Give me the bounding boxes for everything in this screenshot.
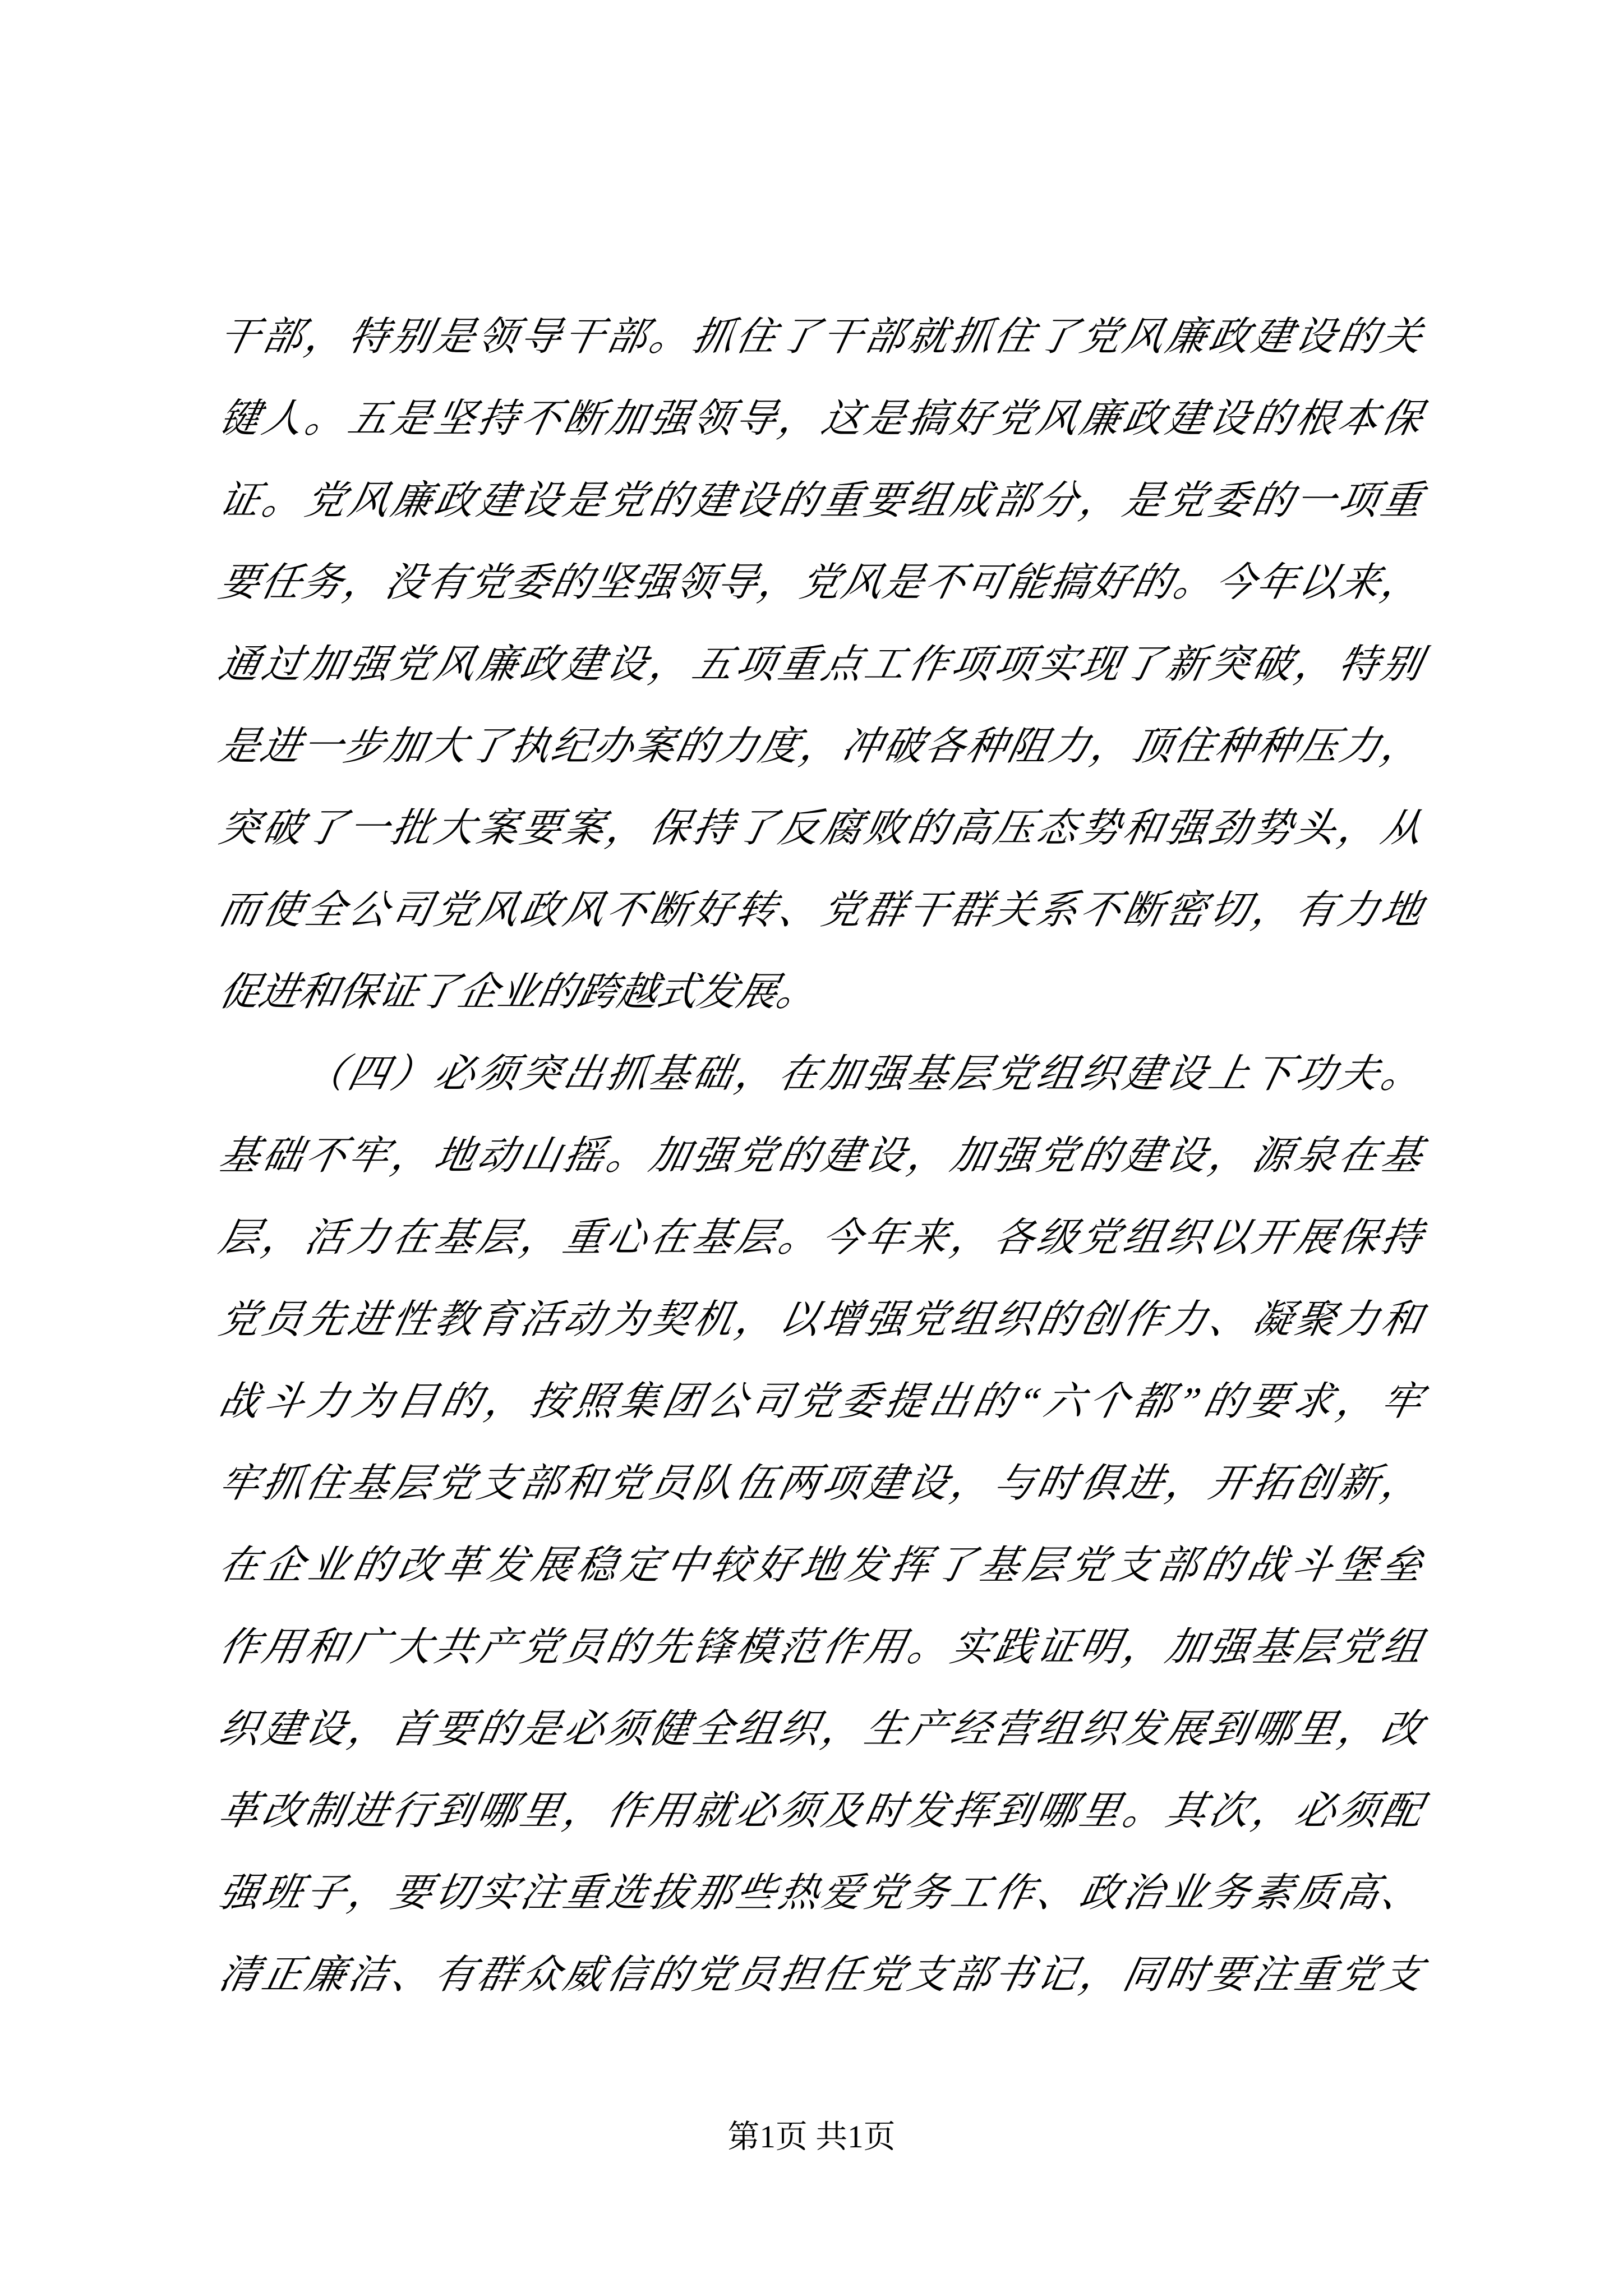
text-line: 要任务，没有党委的坚强领导，党风是不可能搞好的。今年以来，	[215, 561, 1427, 605]
text-line: 清正廉洁、有群众威信的党员担任党支部书记，同时要注重党支	[215, 1953, 1427, 1997]
text-line: 在企业的改革发展稳定中较好地发挥了基层党支部的战斗堡垒	[215, 1544, 1427, 1588]
text-line: 突破了一批大案要案，保持了反腐败的高压态势和强劲势头，从	[215, 807, 1427, 850]
text-line: 键人。五是坚持不断加强领导，这是搞好党风廉政建设的根本保	[215, 397, 1427, 441]
text-line: 干部，特别是领导干部。抓住了干部就抓住了党风廉政建设的关	[215, 315, 1427, 359]
text-line: 牢抓住基层党支部和党员队伍两项建设，与时俱进，开拓创新，	[215, 1462, 1427, 1506]
text-line: （四）必须突出抓基础，在加强基层党组织建设上下功夫。	[301, 1052, 1427, 1096]
text-line: 基础不牢，地动山摇。加强党的建设，加强党的建设，源泉在基	[215, 1134, 1427, 1178]
text-line: 作用和广大共产党员的先锋模范作用。实践证明，加强基层党组	[215, 1626, 1427, 1669]
text-line: 证。党风廉政建设是党的建设的重要组成部分，是党委的一项重	[215, 479, 1427, 523]
text-line: 强班子，要切实注重选拔那些热爱党务工作、政治业务素质高、	[215, 1871, 1427, 1915]
text-line: 织建设，首要的是必须健全组织，生产经营组织发展到哪里，改	[215, 1708, 1427, 1751]
text-line: 而使全公司党风政风不断好转、党群干群关系不断密切，有力地	[215, 889, 1427, 932]
text-line: 党员先进性教育活动为契机，以增强党组织的创作力、凝聚力和	[215, 1298, 1427, 1342]
text-line: 是进一步加大了执纪办案的力度，冲破各种阻力，顶住种种压力，	[215, 725, 1427, 769]
page-footer: 第1页 共1页	[727, 2119, 896, 2155]
body-text	[215, 296, 1427, 2016]
text-line: 革改制进行到哪里，作用就必须及时发挥到哪里。其次，必须配	[215, 1789, 1427, 1833]
text-line: 层，活力在基层，重心在基层。今年来，各级党组织以开展保持	[215, 1216, 1427, 1260]
text-line: 战斗力为目的，按照集团公司党委提出的“六个都”的要求，牢	[215, 1380, 1427, 1424]
text-line: 通过加强党风廉政建设，五项重点工作项项实现了新突破，特别	[215, 643, 1427, 687]
text-line: 促进和保证了企业的跨越式发展。	[215, 970, 822, 1014]
